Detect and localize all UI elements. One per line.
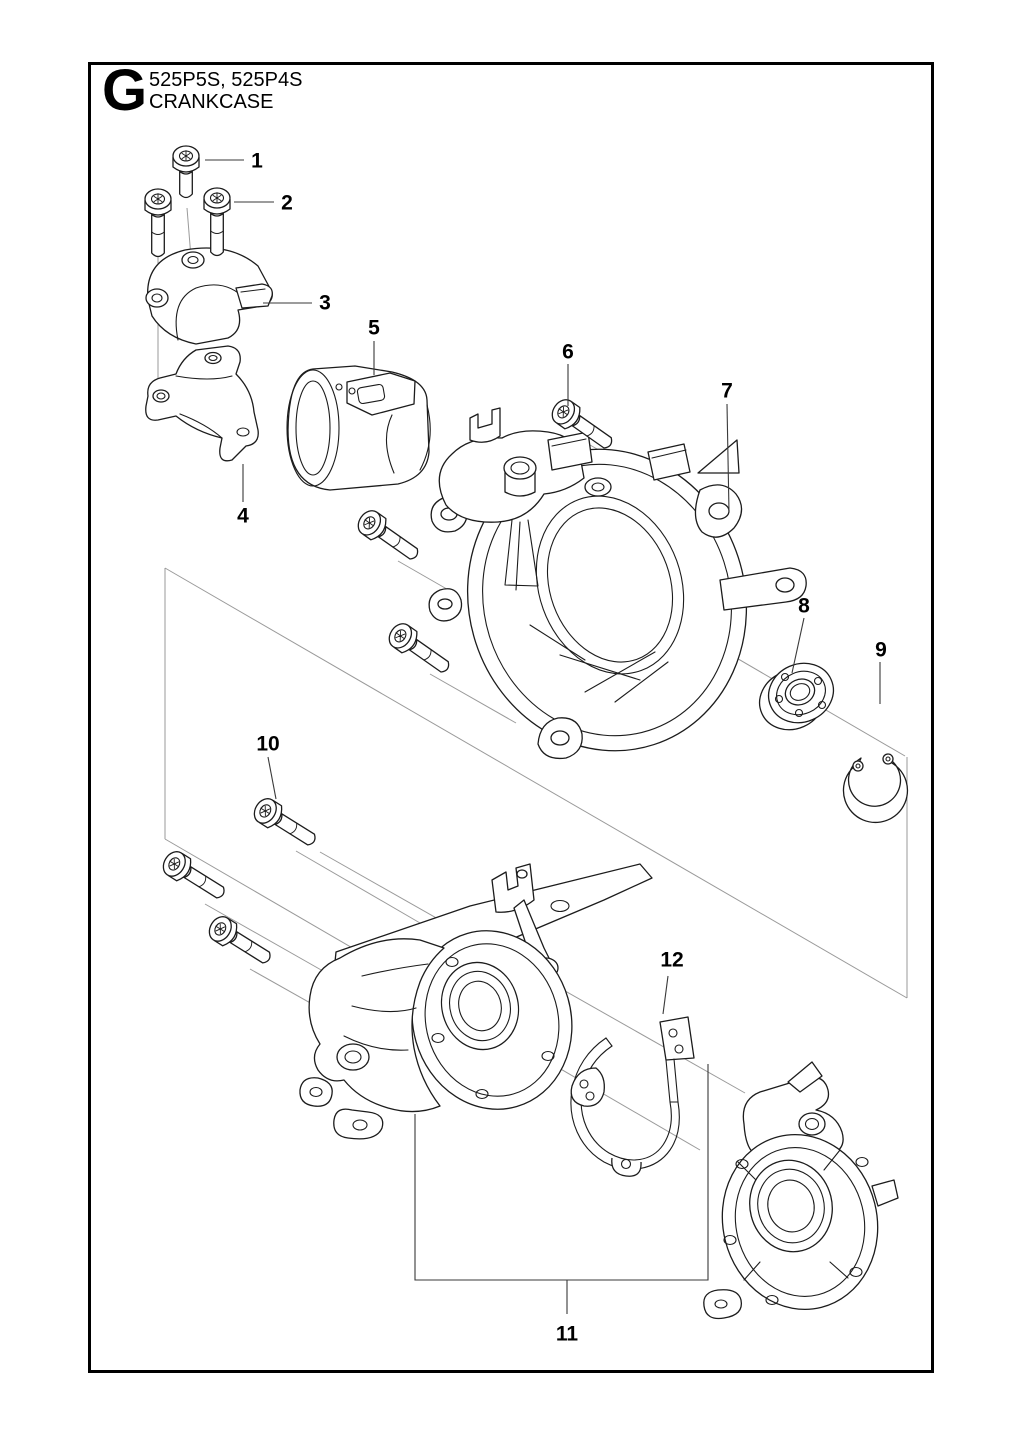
callout-2: 2 (281, 191, 293, 215)
crankcase-clutch-side (429, 408, 806, 787)
callout-11: 11 (555, 1322, 579, 1346)
upper-clamp (146, 248, 272, 344)
crankcase-half-right (704, 1062, 898, 1326)
screw-10a (250, 795, 321, 853)
callout-9: 9 (875, 638, 887, 662)
gasket (571, 1017, 694, 1176)
callout-5: 5 (368, 316, 380, 340)
cylinder-adapter (287, 366, 430, 490)
callout-8: 8 (798, 594, 810, 618)
callout-3: 3 (319, 291, 331, 315)
callout-10: 10 (256, 732, 280, 756)
section-letter: G (102, 58, 145, 123)
screw-left-upper (354, 506, 424, 566)
page-title: CRANKCASE (149, 91, 274, 113)
screw-left-top (145, 189, 171, 257)
model-numbers: 525P5S, 525P4S (149, 69, 303, 91)
callout-4: 4 (237, 504, 249, 528)
callout-1: 1 (251, 149, 263, 173)
callout-12: 12 (660, 948, 684, 972)
screw-left-lower (385, 619, 455, 679)
lower-clamp-bracket (146, 346, 259, 461)
ball-bearing (750, 653, 843, 740)
circlip (843, 754, 907, 822)
callout-7: 7 (721, 379, 733, 403)
screw-1 (173, 146, 199, 198)
screw-10c (205, 913, 276, 971)
callout-6: 6 (562, 340, 574, 364)
screw-2 (204, 188, 230, 256)
